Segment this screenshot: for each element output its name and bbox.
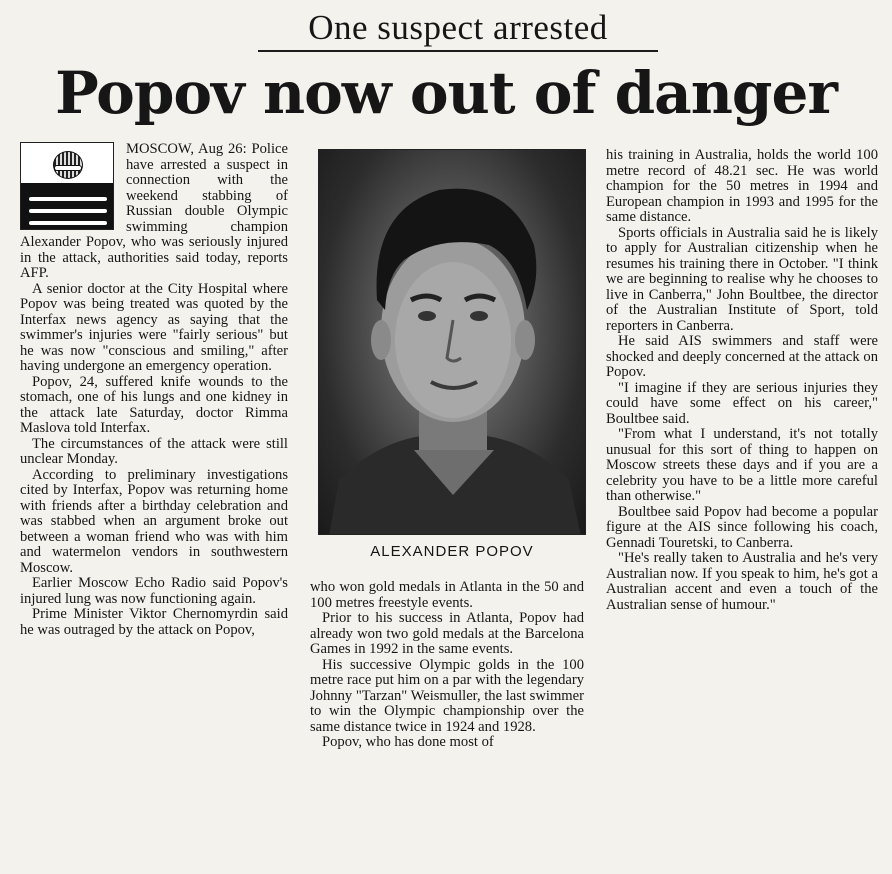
paragraph: The circumstances of the attack were still unclear Monday. (20, 435, 288, 467)
paragraph: He said AIS swimmers and staff were shocked and deeply concerned at the attack on Popov. (606, 333, 878, 380)
paragraph: Boultbee said Popov had become a popular figure at the AIS since following his coach, Gennadi Touretski, to Canberra. (606, 503, 878, 551)
paragraph: Popov, 24, suffered knife wounds to the stomach, one of his lungs and one kidney in the attack late Saturday, doctor Rimma Maslova told Interfax. (20, 373, 288, 436)
paragraph: His successive Olympic golds in the 100 metre race put him on a par with the legendary Johnny "Tarzan" Weismuller, the last swimmer to win the Olympic championship over the same distance twice in 1924 and 1928. (310, 656, 584, 735)
photo-caption: ALEXANDER POPOV (370, 543, 534, 560)
article-column-2 (310, 580, 584, 751)
article-column-3 (606, 148, 878, 613)
kicker-headline: One suspect arrested (258, 6, 658, 52)
paragraph: Earlier Moscow Echo Radio said Popov's injured lung was now functioning again. (20, 575, 288, 607)
paragraph: Sports officials in Australia said he is likely to apply for Australian citizenship when he resumes his training there in October. "I think we are beginning to realise why he chooses to live in Canberra," John Boultbee, the director of the Australian Institute of Sport, told reporters in Canberra. (606, 224, 878, 334)
paragraph: his training in Australia, holds the world 100 metre record of 48.21 sec. He was world champion for the 50 metres in 1994 and European champion in 1993 and 1995 for the same distance. (606, 147, 878, 225)
paragraph: who won gold medals in Atlanta in the 50 and 100 metres freestyle events. (310, 579, 584, 611)
portrait-photo (318, 149, 586, 535)
swimmer-icon (20, 142, 114, 230)
paragraph: According to preliminary investigations cited by Interfax, Popov was returning home with friends after a birthday celebration and was stabbed when an argument broke out between a woman friend who was with him and watermelon vendors in southwestern Moscow. (20, 466, 288, 576)
paragraph: Prime Minister Viktor Chernomyrdin said he was outraged by the attack on Popov, (20, 606, 288, 638)
paragraph: "From what I understand, it's not totally unusual for this sort of thing to happen on Moscow streets these days and if you are a celebrity you have to be a little more careful than otherwise." (606, 426, 878, 504)
paragraph: Popov, who has done most of (322, 734, 494, 750)
paragraph: Prior to his success in Atlanta, Popov had already won two gold medals at the Barcelona Games in 1992 in the same events. (310, 610, 584, 657)
paragraph: "He's really taken to Australia and he's very Australian now. If you speak to him, he's got a Australian accent and even a touch of the Australian sense of humour." (606, 550, 878, 613)
dateline: MOSCOW, Aug 26: (126, 141, 247, 157)
paragraph: "I imagine if they are serious injuries they could have some effect on his career," Boultbee said. (606, 379, 878, 427)
lead-text: Police have arrested a suspect in connection with the weekend stabbing of Russian double Olympic swimming champion Alexander Popov, who was seriously injured in the attack, authorities said today, reports AFP. (20, 141, 288, 281)
article-column-1 (20, 142, 288, 867)
paragraph: A senior doctor at the City Hospital where Popov was being treated was quoted by the Interfax news agency as saying that the swimmer's injuries were "fairly serious" but he was now "conscious and smiling," after having undergone an emergency operation. (20, 280, 288, 374)
portrait-illustration (319, 150, 586, 535)
main-headline: Popov now out of danger (55, 59, 837, 127)
